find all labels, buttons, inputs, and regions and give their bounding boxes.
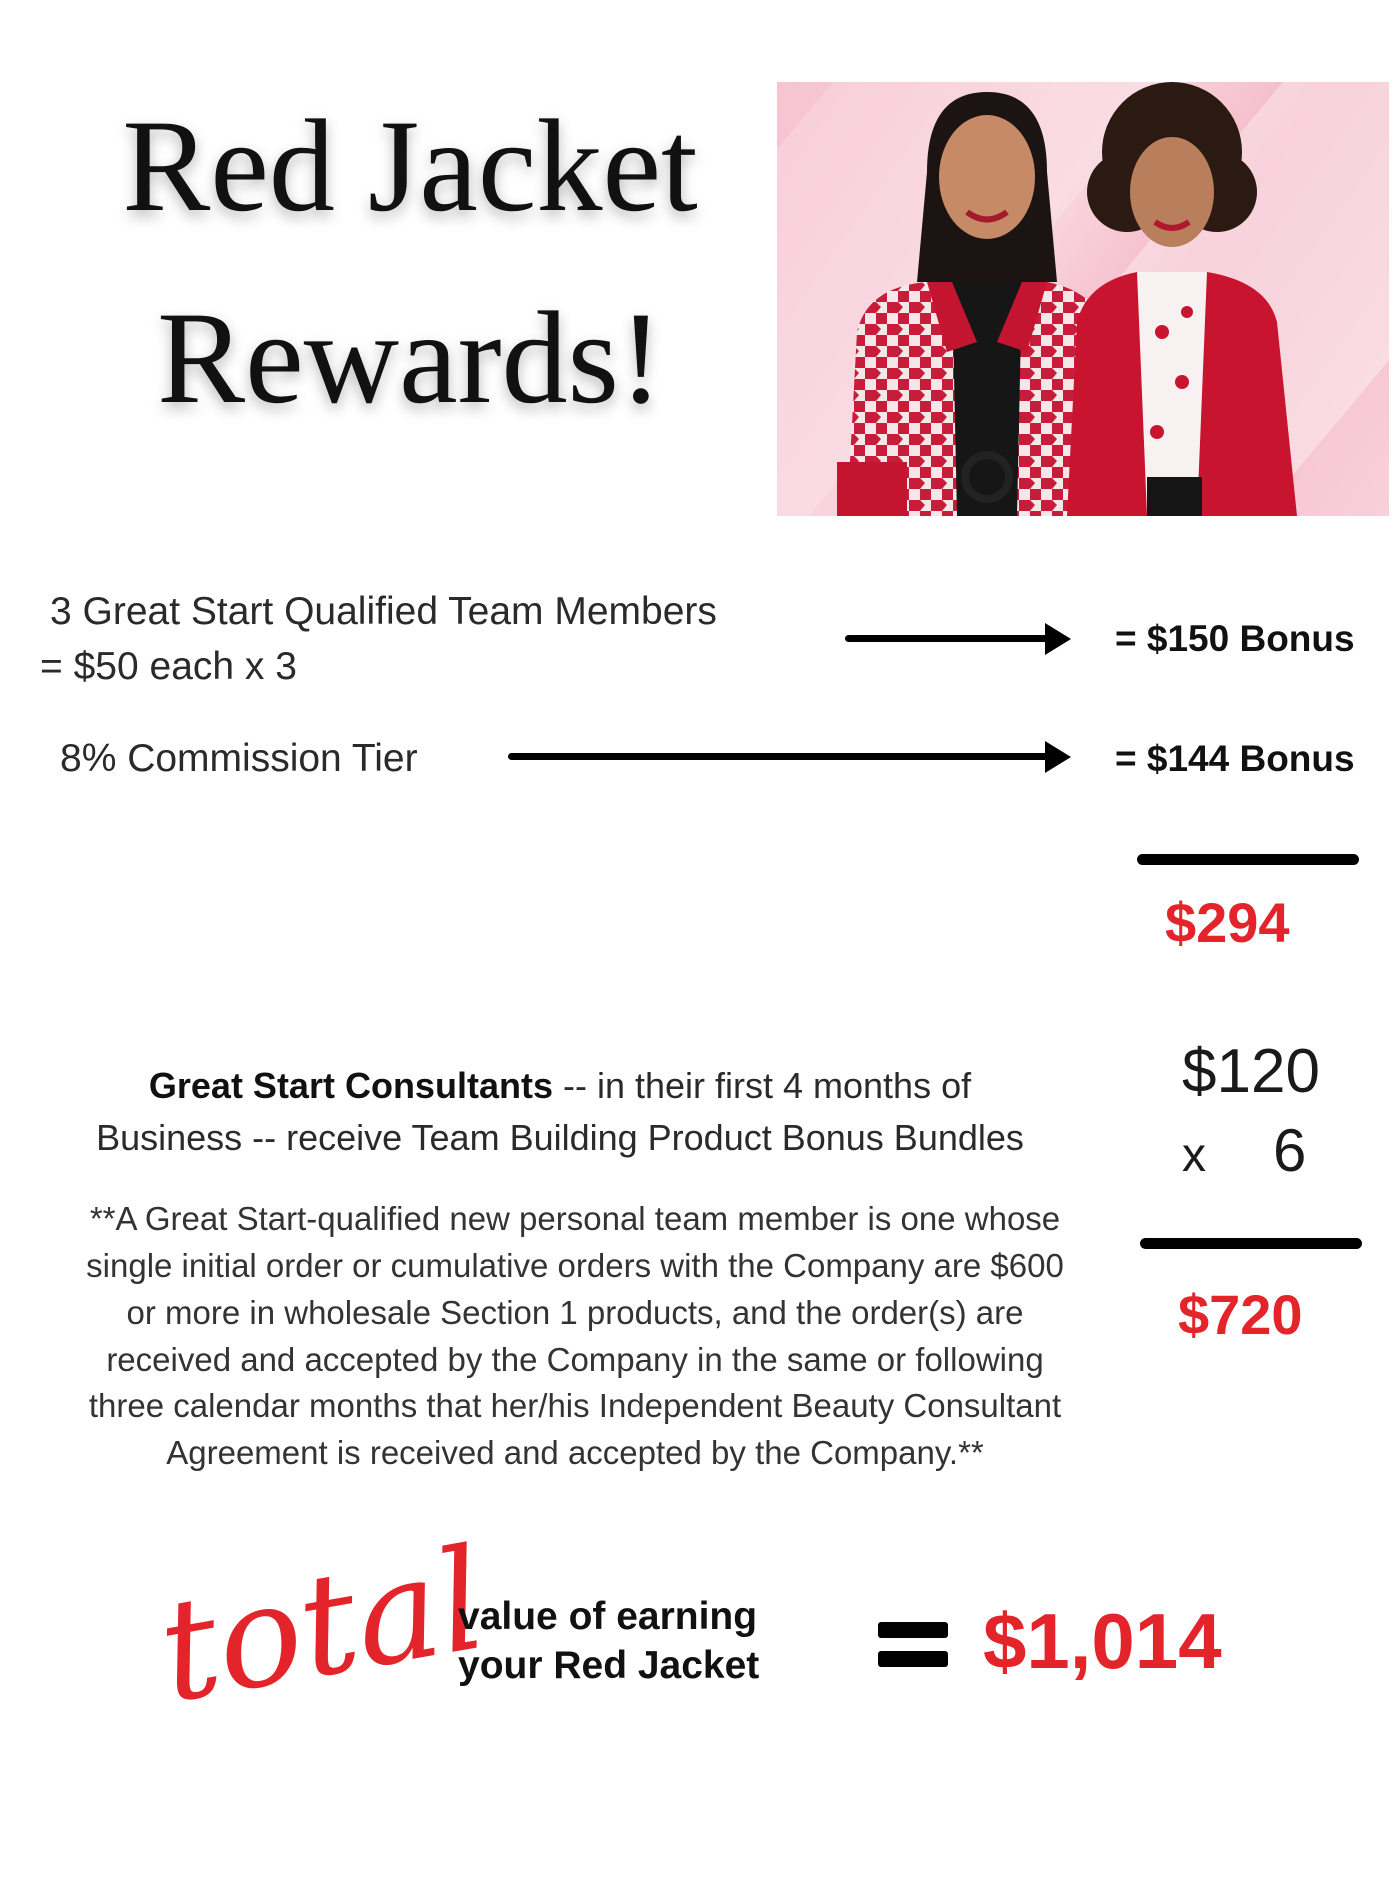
team-members-text: [40, 585, 820, 694]
bonus-144: = $144 Bonus: [1115, 738, 1355, 779]
commission-tier-text: 8% Commission Tier: [60, 737, 418, 780]
calc-result-720: $720: [1178, 1283, 1303, 1346]
total-caption-line-1: value of earning: [458, 1595, 758, 1638]
calc-count: 6: [1273, 1117, 1307, 1184]
total-amount: $1,014: [983, 1597, 1222, 1685]
total-script: total: [148, 1518, 497, 1735]
team-members-line-1: 3 Great Start Qualified Team Members: [50, 590, 717, 633]
consultants-illustration: [777, 82, 1389, 516]
bonus-150: = $150 Bonus: [1115, 618, 1355, 659]
subtotal-294: $294: [1165, 891, 1290, 954]
disclaimer-line: or more in wholesale Section 1 products, and the order(s) are: [126, 1293, 1024, 1331]
arrow-2-head: [1045, 741, 1071, 773]
subtotal-rule-1: [1137, 854, 1359, 865]
calc-rule: [1140, 1238, 1362, 1249]
disclaimer-line: received and accepted by the Company in the same or following: [106, 1340, 1044, 1378]
disclaimer: [20, 1196, 1130, 1477]
page-title: [60, 92, 760, 431]
hero-photo: [777, 82, 1389, 516]
disclaimer-line: single initial order or cumulative orders with the Company are $600: [86, 1246, 1064, 1284]
arrow-1-head: [1045, 623, 1071, 655]
title-line-2: Rewards!: [157, 284, 663, 431]
total-caption: [458, 1593, 759, 1691]
consultants-text: [40, 1060, 1080, 1164]
disclaimer-line: **A Great Start-qualified new personal team member is one whose: [89, 1200, 1061, 1237]
title-line-1: Red Jacket: [122, 92, 698, 239]
calc-times: x: [1182, 1129, 1206, 1182]
team-members-line-2: = $50 each x 3: [40, 644, 297, 688]
consultants-bold: Great Start Consultants: [148, 1065, 553, 1106]
consultants-line-1: [40, 1060, 1080, 1112]
arrow-2-line: [508, 753, 1053, 760]
equals-sign: [878, 1622, 948, 1667]
disclaimer-line: three calendar months that her/his Independent Beauty Consultant: [88, 1387, 1062, 1425]
arrow-1-line: [845, 635, 1055, 642]
total-caption-line-2: your Red Jacket: [458, 1643, 760, 1687]
calc-amount: $120: [1182, 1037, 1320, 1106]
consultants-rest: -- in their first 4 months of: [552, 1065, 972, 1106]
disclaimer-line: Agreement is received and accepted by the Company.**: [166, 1434, 984, 1472]
consultants-line-2: Business -- receive Team Building Product Bonus Bundles: [96, 1117, 1024, 1159]
